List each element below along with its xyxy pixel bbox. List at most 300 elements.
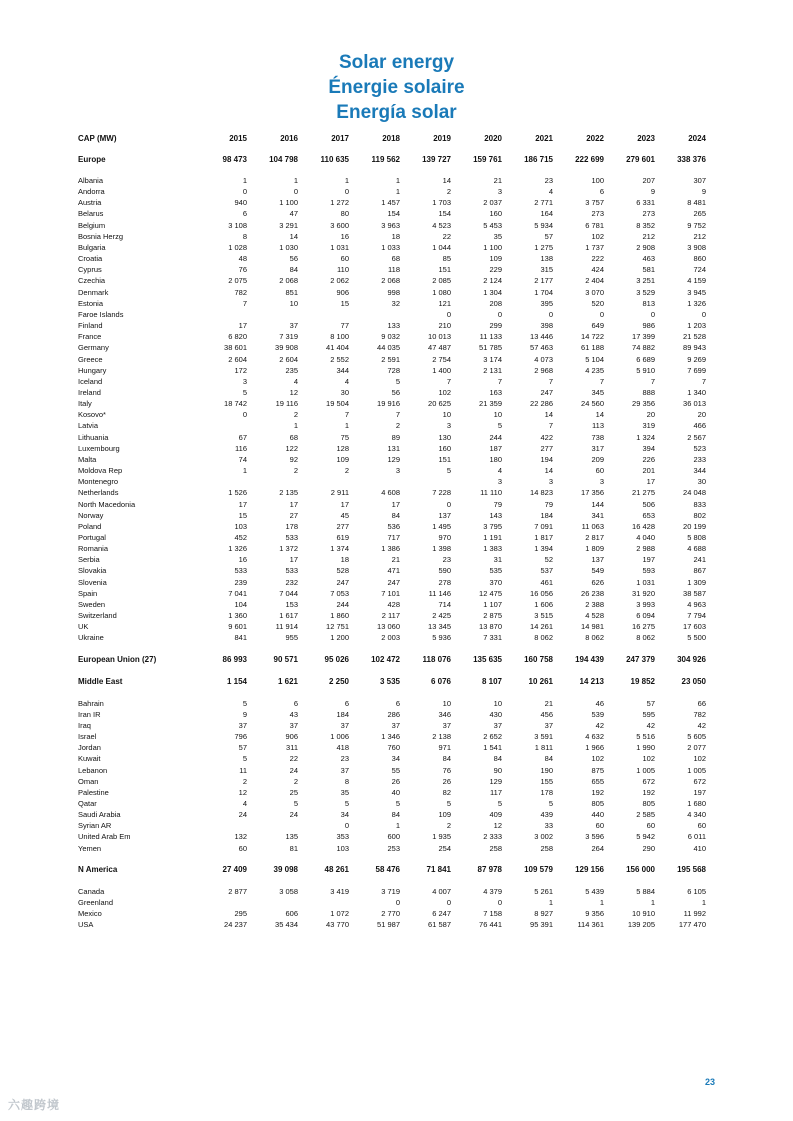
table-row — [78, 554, 706, 565]
capacity-value: 1 372 — [279, 544, 298, 554]
capacity-value: 0 — [446, 309, 451, 319]
capacity-value: 84 — [442, 754, 451, 764]
capacity-value: 9 269 — [687, 354, 706, 364]
capacity-value: 2 — [446, 187, 451, 197]
capacity-value: 33 — [544, 821, 553, 831]
capacity-value: 32 — [391, 298, 400, 308]
capacity-value: 209 — [591, 454, 604, 464]
capacity-value: 3 719 — [381, 886, 400, 896]
capacity-value: 264 — [591, 843, 604, 853]
capacity-value: 7 331 — [483, 633, 502, 643]
country-name: Ukraine — [78, 633, 104, 643]
capacity-value: 851 — [285, 287, 298, 297]
table-row — [78, 287, 706, 298]
capacity-value: 1 326 — [687, 298, 706, 308]
watermark-logo: 六趣跨境 — [8, 1098, 61, 1112]
capacity-value: 1 811 — [534, 743, 553, 753]
capacity-value: 35 — [340, 787, 349, 797]
capacity-value: 4 — [293, 376, 298, 386]
table-row — [78, 499, 706, 510]
capacity-value: 452 — [234, 533, 247, 542]
table-row — [78, 632, 706, 643]
capacity-value: 19 916 — [377, 399, 400, 409]
country-name: Palestine — [78, 787, 109, 797]
capacity-value: 7 794 — [687, 611, 706, 621]
capacity-value: 3 — [242, 376, 247, 386]
capacity-value: 14 261 — [530, 622, 553, 632]
capacity-value: 13 870 — [479, 622, 502, 632]
table-row — [78, 320, 706, 331]
table-row — [78, 342, 706, 353]
capacity-value: 235 — [285, 365, 298, 375]
capacity-value: 21 528 — [683, 332, 706, 342]
country-name: Slovenia — [78, 577, 107, 587]
country-name: Romania — [78, 544, 109, 554]
region-total-value: 27 409 — [222, 865, 247, 875]
capacity-value: 24 — [289, 810, 298, 820]
region-total-value: 39 098 — [273, 865, 298, 875]
capacity-value: 15 — [238, 510, 247, 520]
capacity-value: 813 — [642, 298, 655, 308]
capacity-value: 3 — [446, 421, 451, 431]
capacity-value: 102 — [591, 754, 604, 764]
table-row — [78, 798, 706, 809]
capacity-value: 21 — [391, 555, 400, 565]
capacity-value: 13 345 — [428, 622, 451, 632]
capacity-value: 18 — [340, 555, 349, 565]
region-total-value: 304 926 — [677, 655, 706, 665]
capacity-value: 139 205 — [627, 920, 655, 930]
capacity-value: 796 — [234, 732, 247, 742]
capacity-value: 0 — [242, 410, 247, 420]
capacity-value: 178 — [540, 787, 553, 797]
capacity-value: 1 680 — [687, 798, 706, 808]
region-total-value: 23 050 — [681, 677, 706, 687]
capacity-value: 2 — [293, 776, 298, 786]
capacity-value: 184 — [336, 709, 349, 719]
capacity-value: 986 — [642, 321, 655, 331]
country-name: Yemen — [78, 843, 102, 853]
region-total-value: 194 439 — [575, 655, 604, 665]
capacity-value: 970 — [438, 533, 451, 542]
capacity-value: 1 006 — [330, 732, 349, 742]
capacity-value: 42 — [595, 720, 604, 730]
capacity-value: 1 272 — [330, 198, 349, 208]
capacity-value: 22 — [442, 231, 451, 241]
capacity-value: 3 600 — [330, 220, 349, 230]
capacity-value: 1 617 — [279, 611, 298, 621]
capacity-value: 1 — [599, 897, 604, 907]
capacity-value: 19 504 — [326, 399, 349, 409]
table-row — [78, 231, 706, 242]
capacity-value: 24 — [238, 810, 247, 820]
capacity-value: 11 — [239, 765, 247, 775]
capacity-value: 4 — [344, 376, 349, 386]
capacity-value: 319 — [642, 421, 655, 431]
capacity-value: 593 — [642, 566, 655, 576]
capacity-value: 418 — [336, 743, 349, 753]
region-name: Europe — [78, 154, 106, 164]
region-total-value: 71 841 — [426, 865, 451, 875]
capacity-value: 244 — [489, 432, 502, 442]
country-name: Estonia — [78, 298, 104, 308]
capacity-value: 590 — [438, 566, 451, 576]
capacity-value: 11 992 — [683, 909, 706, 919]
region-total-value: 2 250 — [328, 677, 349, 687]
capacity-value: 1 030 — [279, 242, 298, 252]
capacity-value: 2 — [293, 466, 298, 476]
capacity-value: 24 560 — [581, 399, 604, 409]
country-name: Poland — [78, 521, 102, 531]
capacity-value: 1 309 — [687, 577, 706, 587]
capacity-value: 1 275 — [534, 242, 553, 252]
capacity-value: 8 100 — [330, 332, 349, 342]
country-name: Iraq — [78, 720, 91, 730]
header-year: 2018 — [382, 133, 400, 143]
capacity-value: 229 — [489, 265, 502, 275]
capacity-value: 52 — [544, 555, 553, 565]
table-row — [78, 298, 706, 309]
capacity-value: 51 987 — [377, 920, 400, 930]
table-row — [78, 565, 706, 576]
capacity-value: 1 326 — [228, 544, 247, 554]
header-year: 2019 — [433, 133, 451, 143]
capacity-value: 8 — [344, 776, 349, 786]
capacity-value: 2 075 — [228, 276, 247, 286]
table-row — [78, 242, 706, 253]
capacity-value: 60 — [238, 843, 247, 853]
region-total-value: 58 476 — [375, 865, 400, 875]
header-year: 2021 — [535, 133, 553, 143]
capacity-value: 440 — [591, 810, 604, 820]
capacity-value: 254 — [438, 843, 451, 853]
capacity-value: 4 632 — [585, 732, 604, 742]
capacity-value: 528 — [336, 566, 349, 576]
country-name: Iran IR — [78, 709, 101, 719]
table-row — [78, 908, 706, 919]
capacity-value: 1 005 — [636, 765, 655, 775]
table-row — [78, 577, 706, 588]
capacity-value: 10 — [442, 410, 451, 420]
country-name: Kuwait — [78, 754, 101, 764]
table-row — [78, 776, 706, 787]
capacity-value: 606 — [285, 909, 298, 919]
capacity-value: 2 404 — [585, 276, 604, 286]
capacity-value: 16 056 — [530, 588, 553, 598]
capacity-value: 805 — [591, 798, 604, 808]
capacity-value: 7 — [497, 376, 502, 386]
capacity-value: 1 — [701, 897, 706, 907]
region-total-value: 1 154 — [226, 677, 247, 687]
capacity-value: 76 — [238, 265, 247, 275]
country-name: Portugal — [78, 533, 106, 542]
capacity-value: 12 — [289, 387, 298, 397]
table-row — [78, 532, 706, 543]
capacity-value: 533 — [285, 533, 298, 542]
capacity-value: 95 391 — [530, 920, 553, 930]
capacity-value: 5 — [497, 421, 502, 431]
capacity-value: 626 — [591, 577, 604, 587]
capacity-value: 520 — [591, 298, 604, 308]
capacity-value: 7 — [242, 298, 247, 308]
capacity-value: 60 — [646, 821, 655, 831]
capacity-value: 116 — [235, 443, 247, 453]
capacity-value: 128 — [336, 443, 349, 453]
capacity-value: 66 — [697, 698, 706, 708]
capacity-value: 103 — [234, 521, 247, 531]
capacity-value: 1 028 — [228, 242, 247, 252]
table-row — [78, 709, 706, 720]
capacity-value: 1 495 — [432, 521, 451, 531]
table-row — [78, 387, 706, 398]
region-total-value: 195 568 — [677, 865, 706, 875]
capacity-value: 875 — [591, 765, 604, 775]
capacity-value: 2 591 — [381, 354, 400, 364]
capacity-value: 523 — [693, 443, 706, 453]
region-total-row — [78, 676, 706, 688]
capacity-value: 539 — [591, 709, 604, 719]
capacity-value: 17 — [646, 477, 655, 487]
table-row — [78, 820, 706, 831]
capacity-value: 7 699 — [687, 365, 706, 375]
capacity-value: 1 400 — [432, 365, 451, 375]
capacity-value: 30 — [697, 477, 706, 487]
table-row — [78, 443, 706, 454]
capacity-value: 6 094 — [636, 611, 655, 621]
capacity-value: 118 — [388, 265, 400, 275]
region-total-value: 110 635 — [320, 154, 349, 164]
region-total-value: 156 000 — [626, 865, 655, 875]
capacity-value: 1 100 — [483, 242, 502, 252]
table-row — [78, 919, 706, 930]
capacity-value: 1 526 — [228, 488, 247, 498]
header-year: 2016 — [280, 133, 298, 143]
capacity-value: 56 — [391, 387, 400, 397]
capacity-value: 190 — [540, 765, 553, 775]
table-row — [78, 186, 706, 197]
capacity-value: 2 567 — [687, 432, 706, 442]
capacity-value: 14 — [442, 176, 451, 185]
capacity-value: 728 — [387, 365, 400, 375]
capacity-value: 121 — [438, 298, 451, 308]
country-name: North Macedonia — [78, 499, 136, 509]
country-name: Serbia — [78, 555, 100, 565]
table-row — [78, 897, 706, 908]
capacity-value: 3 419 — [330, 886, 349, 896]
capacity-value: 1 374 — [330, 544, 349, 554]
capacity-value: 57 — [544, 231, 553, 241]
capacity-value: 2 754 — [432, 354, 451, 364]
capacity-value: 12 475 — [479, 588, 502, 598]
capacity-value: 2 988 — [636, 544, 655, 554]
capacity-value — [298, 476, 349, 487]
capacity-value: 3 945 — [687, 287, 706, 297]
capacity-value: 151 — [438, 265, 451, 275]
capacity-value: 833 — [693, 499, 706, 509]
capacity-value: 3 251 — [636, 276, 655, 286]
capacity-value: 3 795 — [483, 521, 502, 531]
capacity-value: 22 — [289, 754, 298, 764]
capacity-value: 4 — [548, 187, 553, 197]
region-total-value: 14 213 — [579, 677, 604, 687]
capacity-value: 7 228 — [432, 488, 451, 498]
capacity-value: 8 481 — [687, 198, 706, 208]
country-name: Andorra — [78, 187, 105, 197]
capacity-value — [298, 897, 349, 908]
capacity-value: 295 — [234, 909, 247, 919]
capacity-value: 154 — [387, 209, 400, 219]
capacity-value: 10 013 — [428, 332, 451, 342]
capacity-value: 5 — [395, 376, 400, 386]
capacity-value: 782 — [693, 709, 706, 719]
capacity-value: 76 — [442, 765, 451, 775]
capacity-value: 12 — [493, 821, 502, 831]
capacity-value: 57 — [646, 698, 655, 708]
capacity-value: 12 751 — [326, 622, 349, 632]
country-name: Greenland — [78, 897, 114, 907]
capacity-value: 210 — [438, 321, 451, 331]
capacity-value: 5 — [344, 798, 349, 808]
capacity-value: 535 — [489, 566, 502, 576]
spacer-row — [78, 854, 706, 864]
capacity-value: 17 — [238, 499, 247, 509]
capacity-value: 1 340 — [687, 387, 706, 397]
capacity-value: 1 005 — [687, 765, 706, 775]
capacity-value: 40 — [391, 787, 400, 797]
capacity-value: 130 — [438, 432, 451, 442]
capacity-value: 51 785 — [479, 343, 502, 353]
capacity-value: 317 — [591, 443, 604, 453]
capacity-value: 265 — [693, 209, 706, 219]
capacity-value: 247 — [540, 387, 553, 397]
table-row — [78, 787, 706, 798]
country-name: Slovakia — [78, 566, 107, 576]
capacity-value: 37 — [340, 720, 349, 730]
capacity-value: 10 — [442, 698, 451, 708]
capacity-value: 30 — [340, 387, 349, 397]
region-name: European Union (27) — [78, 655, 157, 665]
capacity-value: 90 — [493, 765, 502, 775]
region-total-value: 87 978 — [477, 865, 502, 875]
capacity-value: 653 — [642, 510, 655, 520]
capacity-value: 102 — [693, 754, 706, 764]
country-name: Denmark — [78, 287, 109, 297]
spacer-row — [78, 666, 706, 676]
table-row — [78, 454, 706, 465]
capacity-value: 11 133 — [479, 332, 502, 342]
capacity-value: 2 — [395, 421, 400, 431]
capacity-value: 1 386 — [381, 544, 400, 554]
country-name: Lithuania — [78, 432, 109, 442]
capacity-value: 428 — [387, 599, 400, 609]
table-row — [78, 175, 706, 186]
country-name: Qatar — [78, 798, 97, 808]
capacity-value: 48 — [238, 254, 247, 264]
capacity-value: 3 070 — [585, 287, 604, 297]
capacity-value: 5 — [293, 798, 298, 808]
capacity-value: 1 — [344, 176, 349, 185]
country-name: Iceland — [78, 376, 103, 386]
capacity-value: 24 048 — [683, 488, 706, 498]
capacity-value: 0 — [344, 187, 349, 197]
capacity-value: 471 — [387, 566, 400, 576]
capacity-value: 3 993 — [636, 599, 655, 609]
capacity-value: 506 — [642, 499, 655, 509]
capacity-value: 533 — [234, 566, 247, 576]
capacity-value: 394 — [642, 443, 655, 453]
capacity-value — [349, 476, 400, 487]
capacity-value: 1 072 — [330, 909, 349, 919]
capacity-value: 60 — [697, 821, 706, 831]
capacity-value: 0 — [548, 309, 553, 319]
region-total-value: 48 261 — [324, 865, 349, 875]
region-total-value: 160 758 — [524, 655, 553, 665]
capacity-value: 42 — [646, 720, 655, 730]
region-total-value: 119 562 — [371, 154, 400, 164]
capacity-value: 311 — [286, 743, 298, 753]
capacity-value: 43 — [289, 709, 298, 719]
capacity-value — [196, 820, 247, 831]
capacity-value: 4 073 — [534, 354, 553, 364]
table-row — [78, 398, 706, 409]
title-english: Solar energy — [338, 52, 455, 73]
capacity-value: 600 — [387, 832, 400, 842]
capacity-value: 46 — [595, 698, 604, 708]
country-name: Faroe Islands — [78, 309, 124, 319]
capacity-value: 4 688 — [687, 544, 706, 554]
region-total-value: 1 621 — [277, 677, 298, 687]
table-row — [78, 253, 706, 264]
capacity-value: 3 529 — [636, 287, 655, 297]
capacity-value: 2 770 — [381, 909, 400, 919]
capacity-value: 18 — [391, 231, 400, 241]
capacity-value: 5 453 — [483, 220, 502, 230]
capacity-value: 2 085 — [432, 276, 451, 286]
capacity-value: 117 — [490, 787, 502, 797]
capacity-value: 60 — [595, 466, 604, 476]
capacity-value: 5 884 — [636, 886, 655, 896]
capacity-value: 24 237 — [224, 920, 247, 930]
capacity-value: 2 037 — [483, 198, 502, 208]
capacity-value: 37 — [493, 720, 502, 730]
capacity-value: 102 — [591, 231, 604, 241]
capacity-value: 55 — [391, 765, 400, 775]
spacer-row — [78, 644, 706, 654]
country-name: Oman — [78, 776, 99, 786]
capacity-value: 549 — [591, 566, 604, 576]
capacity-value: 7 — [599, 376, 604, 386]
capacity-value: 940 — [234, 198, 247, 208]
capacity-value: 89 — [391, 432, 400, 442]
capacity-value: 16 428 — [632, 521, 655, 531]
capacity-value: 2 585 — [636, 810, 655, 820]
capacity-value: 26 — [391, 776, 400, 786]
capacity-value: 1 703 — [432, 198, 451, 208]
capacity-value: 8 — [242, 231, 247, 241]
capacity-value: 860 — [693, 254, 706, 264]
capacity-value: 6 247 — [432, 909, 451, 919]
capacity-value: 7 044 — [279, 588, 298, 598]
capacity-value: 724 — [693, 265, 706, 275]
header-year: 2015 — [229, 133, 247, 143]
region-total-value: 222 699 — [575, 154, 604, 164]
capacity-value: 21 359 — [479, 399, 502, 409]
capacity-value: 409 — [489, 810, 502, 820]
capacity-value: 143 — [489, 510, 502, 520]
capacity-value: 20 — [697, 410, 706, 420]
table-row — [78, 886, 706, 897]
capacity-value: 9 — [701, 187, 706, 197]
